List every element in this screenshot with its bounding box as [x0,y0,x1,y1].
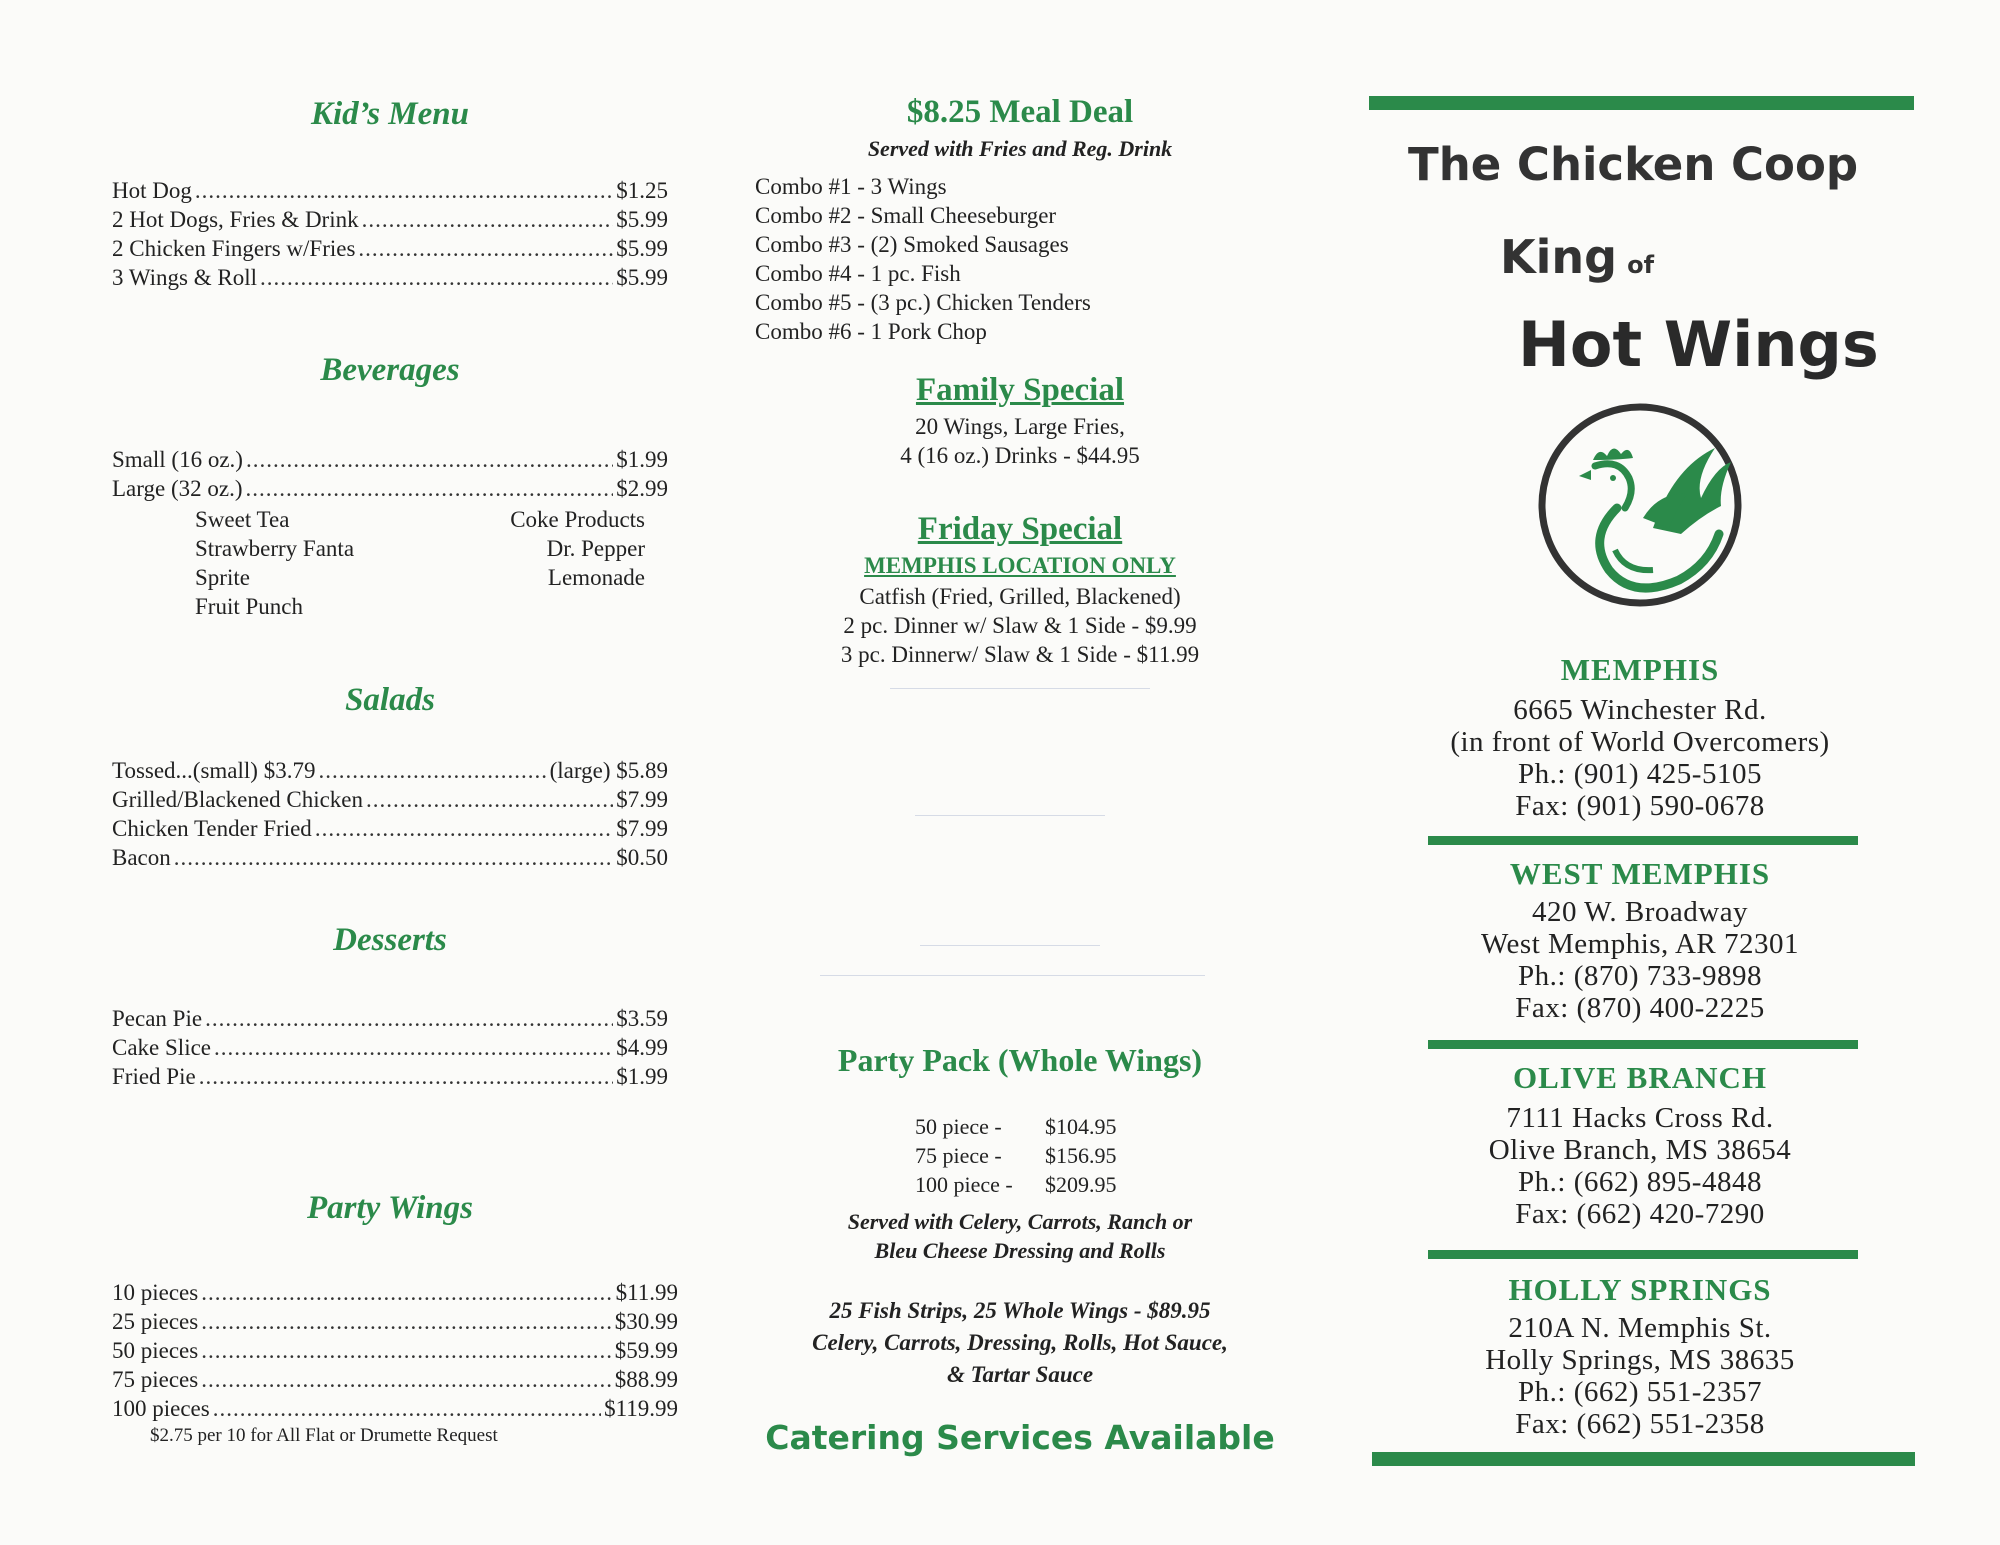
friday-special-subtitle: MEMPHIS LOCATION ONLY [864,553,1176,578]
party-pack-title: Party Pack (Whole Wings) [837,1042,1203,1078]
fish-wings-combo: 25 Fish Strips, 25 Whole Wings - $89.95 Celery, Carrots, Dressing, Rolls, Hot Sauce, & Tartar Sauce [812,1298,1228,1387]
location-west-memphis-details: 420 W. Broadway West Memphis, AR 72301 Ph.: (870) 733-9898 Fax: (870) 400-2225 [1480,896,1799,1024]
list-item: Combo #6 - 1 Pork Chop [755,319,987,344]
green-bar [1372,1452,1915,1466]
party-wings-list [112,1278,678,1423]
beverages-title: Beverages [320,352,460,388]
salads-title: Salads [345,682,435,718]
location-olive-branch-name: OLIVE BRANCH [1512,1060,1767,1095]
list-item: 25 pieces ..... $30.99 [112,1307,678,1336]
location-memphis-name: MEMPHIS [1560,652,1720,687]
desserts-title: Desserts [333,922,447,958]
list-item: Cake Slice ..... $4.99 [112,1033,668,1062]
flavor: Lemonade [547,565,645,590]
beverages-list [112,445,668,503]
flavor: Sweet Tea [195,507,290,532]
party-pack-list [915,1112,1117,1199]
catering-banner: Catering Services Available [765,1418,1275,1457]
list-item: Large (32 oz.) ..... $2.99 [112,474,668,503]
menu-column-center [740,0,1300,1545]
location-holly-springs-details: 210A N. Memphis St. Holly Springs, MS 38635 Ph.: (662) 551-2357 Fax: (662) 551-2358 [1485,1312,1795,1440]
divider [920,945,1100,946]
friday-special-title: Friday Special [917,511,1123,547]
desserts-list [112,1004,668,1091]
flavor: Strawberry Fanta [195,536,355,561]
list-item: Tossed...(small) $3.79 ..... (large) $5.89 [112,756,668,785]
list-item: Chicken Tender Fried ..... $7.99 [112,814,668,843]
kids-menu-title: Kid’s Menu [310,96,469,132]
divider [915,815,1105,816]
list-item: Hot Dog ..... $1.25 [112,176,668,205]
flavor: Dr. Pepper [546,536,645,561]
list-item: Bacon ..... $0.50 [112,843,668,872]
party-wings-note: $2.75 per 10 for All Flat or Drumette Request [150,1425,498,1446]
list-item: 10 pieces ..... $11.99 [112,1278,678,1307]
family-special-details: 20 Wings, Large Fries, 4 (16 oz.) Drinks - $44.95 [900,414,1140,468]
list-item: Combo #5 - (3 pc.) Chicken Tenders [755,290,1091,315]
location-west-memphis-name: WEST MEMPHIS [1509,856,1771,891]
list-item: 75 pieces ..... $88.99 [112,1365,678,1394]
flavor: Fruit Punch [195,594,303,619]
divider [890,688,1150,689]
kids-menu-list [112,176,668,292]
list-item: 100 pieces ..... $119.99 [112,1394,678,1423]
meal-deal-title: $8.25 Meal Deal [906,94,1134,130]
list-item: 75 piece - $156.95 [915,1143,1117,1168]
flavor: Sprite [195,565,250,590]
list-item: Grilled/Blackened Chicken ..... $7.99 [112,785,668,814]
list-item: 100 piece - $209.95 [915,1172,1117,1197]
list-item: 2 Hot Dogs, Fries & Drink ..... $5.99 [112,205,668,234]
green-divider [1428,836,1858,845]
list-item: Small (16 oz.) ..... $1.99 [112,445,668,474]
list-item: Pecan Pie ..... $3.59 [112,1004,668,1033]
green-bar [1369,96,1914,110]
flavor: Coke Products [510,507,645,532]
family-special-title: Family Special [915,372,1125,408]
party-wings-title: Party Wings [307,1190,473,1226]
brand-column [1360,0,1920,1545]
location-olive-branch-details: 7111 Hacks Cross Rd. Olive Branch, MS 38654 Ph.: (662) 895-4848 Fax: (662) 420-7290 [1488,1102,1792,1230]
list-item: Combo #2 - Small Cheeseburger [755,203,1057,228]
green-divider [1428,1040,1858,1049]
combo-list [755,172,1091,346]
party-pack-served: Served with Celery, Carrots, Ranch or Bleu Cheese Dressing and Rolls [847,1209,1193,1263]
list-item: Combo #1 - 3 Wings [755,174,947,199]
list-item: 2 Chicken Fingers w/Fries ..... $5.99 [112,234,668,263]
list-item: Fried Pie ..... $1.99 [112,1062,668,1091]
tagline-king: King of [1500,230,1655,284]
list-item: 50 piece - $104.95 [915,1114,1117,1139]
tagline-hot-wings: Hot Wings [1518,308,1879,381]
rooster-logo-icon [1535,400,1745,610]
green-divider [1428,1250,1858,1259]
salads-list [112,756,668,872]
meal-deal-subtitle: Served with Fries and Reg. Drink [867,136,1173,161]
restaurant-name: The Chicken Coop [1408,138,1859,191]
list-item: 3 Wings & Roll ..... $5.99 [112,263,668,292]
list-item: 50 pieces ..... $59.99 [112,1336,678,1365]
location-memphis-details: 6665 Winchester Rd. (in front of World Overcomers) Ph.: (901) 425-5105 Fax: (901) 590-0678 [1450,694,1830,822]
beverage-flavors [195,505,645,621]
divider [820,975,1205,976]
list-item: Combo #3 - (2) Smoked Sausages [755,232,1069,257]
list-item: Combo #4 - 1 pc. Fish [755,261,961,286]
menu-column-left [100,0,680,1545]
location-holly-springs-name: HOLLY SPRINGS [1508,1272,1772,1307]
friday-special-details: Catfish (Fried, Grilled, Blackened) 2 pc. Dinner w/ Slaw & 1 Side - $9.99 3 pc. Dinnerw/ Slaw & 1 Side - $11.99 [840,584,1200,667]
